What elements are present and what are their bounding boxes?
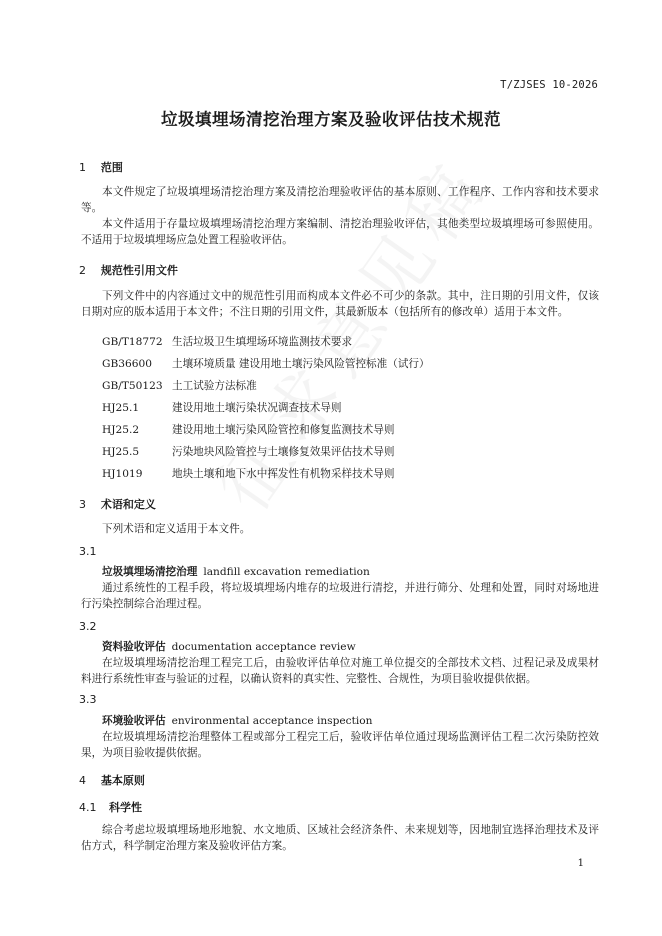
principle-paragraph: 综合考虑垃圾填埋场地形地貌、水文地质、区域社会经济条件、未来规划等，因地制宜选择治理技术及评估方式，科学制定治理方案及验收评估方案。 <box>81 824 599 852</box>
references-intro: 下列文件中的内容通过文中的规范性引用而构成本文件必不可少的条款。其中，注日期的引用文件，仅该日期对应的版本适用于本文件；不注日期的引用文件，其最新版本（包括所有的修改单）适用于本文件。 <box>81 290 599 318</box>
reference-code: HJ25.2 <box>102 424 140 436</box>
document-title: 垃圾填埋场清挖治理方案及验收评估技术规范 <box>161 110 501 129</box>
section-number: 1 <box>79 161 86 174</box>
term-number: 3.3 <box>79 693 97 706</box>
page-number: 1 <box>577 858 584 869</box>
term-chinese: 资料验收评估 <box>102 641 166 653</box>
term-number: 3.2 <box>79 620 97 633</box>
subsection-title: 科学性 <box>109 801 142 814</box>
term-english: documentation acceptance review <box>171 641 356 653</box>
section-title: 术语和定义 <box>100 498 156 511</box>
section-title: 基本原则 <box>100 774 145 787</box>
standard-code: T/ZJSES 10-2026 <box>500 79 598 91</box>
term-heading <box>102 639 356 654</box>
reference-code: GB36600 <box>102 358 152 370</box>
section-2-heading <box>79 262 178 278</box>
section-1-heading <box>79 159 123 175</box>
subsection-number: 4.1 <box>79 801 97 814</box>
term-heading <box>102 713 372 728</box>
reference-item <box>102 422 394 437</box>
term-heading <box>102 564 370 579</box>
reference-item <box>102 400 342 415</box>
term-english: environmental acceptance inspection <box>171 715 373 727</box>
subsection-4-1-heading <box>79 799 142 815</box>
reference-code: HJ25.5 <box>102 446 140 458</box>
term-definition: 在垃圾填埋场清挖治理整体工程或部分工程完工后，验收评估单位通过现场监测评估工程二次污染防控效果，为项目验收提供依据。 <box>81 731 599 759</box>
term-definition: 在垃圾填埋场清挖治理工程完工后，由验收评估单位对施工单位提交的全部技术文档、过程记录及成果材料进行系统性审查与验证的过程，以确认资料的真实性、完整性、合规性，为项目验收提供依据。 <box>81 657 599 685</box>
term-chinese: 环境验收评估 <box>102 715 166 727</box>
section-title: 范围 <box>100 161 123 174</box>
term-number: 3.1 <box>79 545 97 558</box>
reference-item <box>102 444 394 459</box>
reference-code: GB/T18772 <box>102 336 163 348</box>
section-number: 2 <box>79 264 86 277</box>
reference-name: 土壤环境质量 建设用地土壤污染风险管控标准（试行） <box>172 358 430 370</box>
reference-code: HJ1019 <box>102 468 143 480</box>
reference-name: 建设用地土壤污染状况调查技术导则 <box>172 402 342 414</box>
section-4-heading <box>79 772 145 788</box>
reference-name: 地块土壤和地下水中挥发性有机物采样技术导则 <box>172 468 395 480</box>
section-number: 4 <box>79 774 86 787</box>
scope-paragraph-1: 本文件规定了垃圾填埋场清挖治理方案及清挖治理验收评估的基本原则、工作程序、工作内容和技术要求等。 <box>81 186 599 214</box>
terms-intro: 下列术语和定义适用于本文件。 <box>102 523 251 535</box>
term-chinese: 垃圾填埋场清挖治理 <box>102 566 198 578</box>
reference-name: 污染地块风险管控与土壤修复效果评估技术导则 <box>172 446 395 458</box>
reference-name: 生活垃圾卫生填埋场环境监测技术要求 <box>172 336 353 348</box>
term-english: landfill excavation remediation <box>203 566 370 578</box>
section-3-heading <box>79 496 156 512</box>
reference-item <box>102 334 352 349</box>
reference-item <box>102 378 257 393</box>
reference-name: 建设用地土壤污染风险管控和修复监测技术导则 <box>172 424 395 436</box>
term-definition: 通过系统性的工程手段，将垃圾填埋场内堆存的垃圾进行清挖，并进行筛分、处理和处置，同时对场地进行污染控制综合治理过程。 <box>81 582 599 610</box>
reference-code: GB/T50123 <box>102 380 163 392</box>
section-number: 3 <box>79 498 86 511</box>
reference-item <box>102 356 430 371</box>
reference-item <box>102 466 394 481</box>
section-title: 规范性引用文件 <box>100 264 178 277</box>
scope-paragraph-2: 本文件适用于存量垃圾填埋场清挖治理方案编制、清挖治理验收评估，其他类型垃圾填埋场可参照使用。不适用于垃圾填埋场应急处置工程验收评估。 <box>81 218 599 246</box>
reference-name: 土工试验方法标准 <box>172 380 257 392</box>
reference-code: HJ25.1 <box>102 402 140 414</box>
